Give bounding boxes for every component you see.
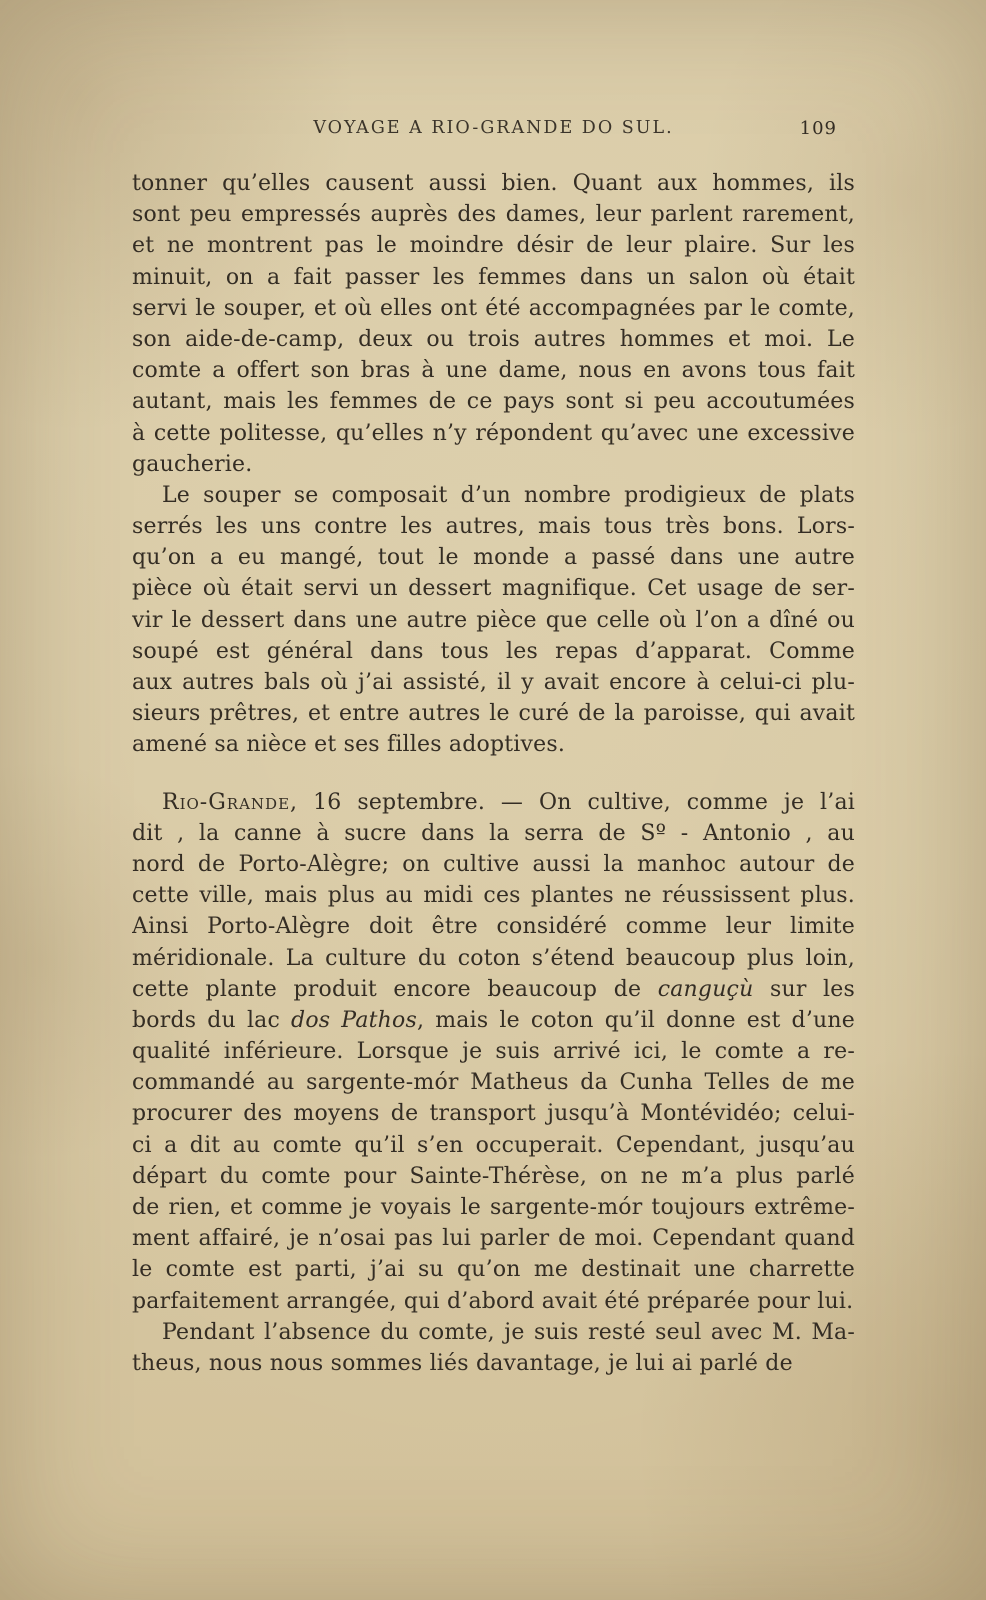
text-line: comte a offert son bras à une dame, nous en avons tous fait	[132, 358, 855, 384]
text-line: méridionale. La culture du coton s’étend beaucoup plus loin,	[132, 945, 855, 971]
text-line: amené sa nièce et ses filles adoptives.	[132, 732, 566, 758]
text-line: gaucherie.	[132, 451, 253, 477]
text-line: theus, nous nous sommes liés davantage, je lui ai parlé de	[132, 1350, 793, 1376]
text-line: ci a dit au comte qu’il s’en occuperait. Cependant, jusqu’au	[132, 1132, 855, 1158]
text-line	[132, 1005, 855, 1036]
text-line: qu’on a eu mangé, tout le monde a passé dans une autre	[132, 545, 855, 571]
text-line: autant, mais les femmes de ce pays sont si peu accoutumées	[132, 389, 855, 415]
italic-text: canguçù	[657, 976, 754, 1002]
text-line: aux autres bals où j’ai assisté, il y avait encore à celui-ci plu-	[132, 670, 855, 695]
page-header	[132, 118, 855, 138]
text-line: Ainsi Porto-Alègre doit être considéré comme leur limite	[132, 914, 855, 940]
paragraph	[132, 168, 855, 480]
text-segment: , 16 septembre. — On cultive, comme je l’ai	[290, 789, 855, 815]
page-body	[132, 168, 855, 1379]
text-segment: , mais le coton qu’il donne est d’une	[416, 1007, 855, 1033]
text-line: et ne montrent pas le moindre désir de leur plaire. Sur les	[132, 233, 855, 259]
text-line: Le souper se composait d’un nombre prodigieux de plats	[162, 482, 855, 508]
text-line: procurer des moyens de transport jusqu’à Montévidéo; celui-	[132, 1101, 855, 1127]
text-line: dit , la canne à sucre dans la serra de Sº - Antonio , au	[132, 820, 855, 846]
smallcaps-text: Rio-Grande	[162, 789, 291, 815]
text-line: minuit, on a fait passer les femmes dans un salon où était	[132, 264, 855, 290]
text-line	[132, 787, 855, 818]
text-line: parfaitement arrangée, qui d’abord avait été préparée pour lui.	[132, 1288, 854, 1314]
text-line: vir le dessert dans une autre pièce que celle où l’on a dîné ou	[132, 607, 855, 633]
text-line: départ du comte pour Sainte-Thérèse, on ne m’a plus parlé	[132, 1163, 855, 1189]
text-line: pièce où était servi un dessert magnifique. Cet usage de ser-	[132, 576, 855, 602]
text-line: le comte est parti, j’ai su qu’on me destinait une charrette	[132, 1257, 855, 1283]
paragraph	[132, 1317, 855, 1379]
text-line: nord de Porto-Alègre; on cultive aussi la manhoc autour de	[132, 851, 855, 877]
text-line: serrés les uns contre les autres, mais tous très bons. Lors-	[132, 514, 855, 540]
text-line: ment affairé, je n’osai pas lui parler de moi. Cependant quand	[132, 1226, 855, 1252]
text-line: Pendant l’absence du comte, je suis resté seul avec M. Ma-	[162, 1319, 855, 1345]
text-segment: sur les	[753, 976, 855, 1002]
text-line: soupé est général dans tous les repas d’apparat. Comme	[132, 638, 855, 664]
text-line: commandé au sargente-mór Matheus da Cunha Telles de me	[132, 1070, 855, 1096]
paragraph	[132, 787, 855, 1317]
text-line: qualité inférieure. Lorsque je suis arrivé ici, le comte a re-	[132, 1039, 855, 1065]
text-line	[132, 974, 855, 1005]
text-line: cette ville, mais plus au midi ces plantes ne réussissent plus.	[132, 883, 855, 909]
text-line: sieurs prêtres, et entre autres le curé de la paroisse, qui avait	[132, 701, 855, 727]
page-number: 109	[799, 118, 837, 139]
italic-text: dos Pathos	[291, 1007, 417, 1033]
running-title: VOYAGE A RIO-GRANDE DO SUL.	[313, 118, 674, 138]
text-line: servi le souper, et où elles ont été accompagnées par le comte,	[132, 295, 855, 321]
text-segment: cette plante produit encore beaucoup de	[132, 976, 658, 1002]
text-line: de rien, et comme je voyais le sargente-mór toujours extrême-	[132, 1195, 855, 1220]
text-line: sont peu empressés auprès des dames, leur parlent rarement,	[132, 202, 855, 228]
paragraph	[132, 480, 855, 761]
text-line: à cette politesse, qu’elles n’y répondent qu’avec une excessive	[132, 420, 855, 446]
text-segment: bords du lac	[132, 1007, 292, 1033]
text-line: son aide-de-camp, deux ou trois autres hommes et moi. Le	[132, 326, 855, 352]
text-line: tonner qu’elles causent aussi bien. Quant aux hommes, ils	[132, 171, 855, 196]
